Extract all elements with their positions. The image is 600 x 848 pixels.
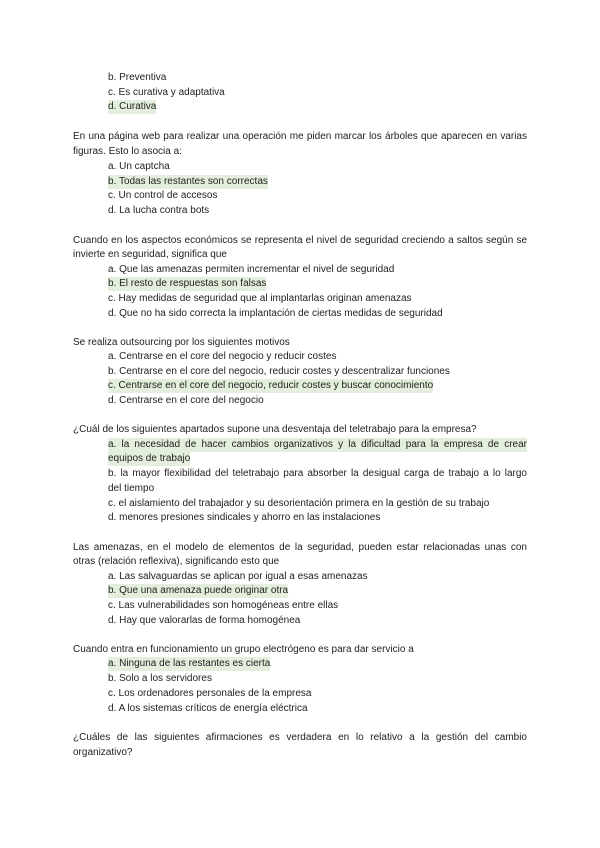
- option-text: a. Un captcha: [108, 161, 170, 172]
- correct-option-highlight: b. Todas las restantes son correctas: [108, 176, 268, 187]
- option-text: d. menores presiones sindicales y ahorro en las instalaciones: [108, 512, 381, 523]
- correct-option-highlight: b. El resto de respuestas son falsas: [108, 278, 267, 289]
- correct-option-highlight: d. Curativa: [108, 101, 157, 112]
- option-text: d. Centrarse en el core del negocio: [108, 395, 264, 406]
- option-text: c. Las vulnerabilidades son homogéneas entre ellas: [108, 600, 339, 611]
- option-text: c. el aislamiento del trabajador y su desorientación primera en la gestión de su trabajo: [108, 498, 490, 509]
- option-text: d. A los sistemas críticos de energía eléctrica: [108, 703, 308, 714]
- question-text: En una página web para realizar una operación me piden marcar los árboles que aparecen en varias: [73, 131, 527, 142]
- question-text: ¿Cuáles de las siguientes afirmaciones es verdadera en lo relativo a la gestión del cambio: [73, 732, 527, 743]
- option-text: a. Centrarse en el core del negocio y reducir costes: [108, 351, 337, 362]
- question-text: Se realiza outsourcing por los siguientes motivos: [73, 337, 290, 348]
- option-text: b. Centrarse en el core del negocio, reducir costes y descentralizar funciones: [108, 366, 450, 377]
- question-text: invierte en seguridad, significa que: [73, 249, 227, 260]
- option-text: d. La lucha contra bots: [108, 205, 210, 216]
- question-text: Cuando entra en funcionamiento un grupo electrógeno es para dar servicio a: [73, 644, 414, 655]
- question-text: otras (relación reflexiva), significando esto que: [73, 556, 280, 567]
- option-text: b. Preventiva: [108, 72, 167, 83]
- option-text: c. Es curativa y adaptativa: [108, 87, 225, 98]
- correct-option-highlight: a. la necesidad de hacer cambios organizativos y la dificultad para la empresa de crear: [108, 439, 527, 450]
- option-text: c. Hay medidas de seguridad que al implantarlas originan amenazas: [108, 293, 412, 304]
- question-text: Cuando en los aspectos económicos se representa el nivel de seguridad creciendo a saltos según se: [73, 235, 527, 246]
- question-text: Las amenazas, en el modelo de elementos de la seguridad, pueden estar relacionadas unas con: [73, 542, 527, 553]
- correct-option-highlight: equipos de trabajo: [108, 453, 191, 464]
- option-text: del tiempo: [108, 483, 155, 494]
- question-text: organizativo?: [73, 747, 133, 758]
- correct-option-highlight: a. Ninguna de las restantes es cierta: [108, 658, 271, 669]
- option-text: c. Los ordenadores personales de la empresa: [108, 688, 312, 699]
- correct-option-highlight: c. Centrarse en el core del negocio, reducir costes y buscar conocimiento: [108, 380, 434, 391]
- option-text: a. Que las amenazas permiten incrementar el nivel de seguridad: [108, 264, 395, 275]
- option-text: c. Un control de accesos: [108, 190, 218, 201]
- option-text: b. Solo a los servidores: [108, 673, 212, 684]
- correct-option-highlight: b. Que una amenaza puede originar otra: [108, 585, 289, 596]
- option-text: d. Que no ha sido correcta la implantación de ciertas medidas de seguridad: [108, 308, 443, 319]
- question-text: figuras. Esto lo asocia a:: [73, 146, 182, 157]
- option-text: a. Las salvaguardas se aplican por igual a esas amenazas: [108, 571, 368, 582]
- option-text: b. la mayor flexibilidad del teletrabajo para absorber la desigual carga de trabajo a lo largo: [108, 468, 527, 479]
- option-text: d. Hay que valorarlas de forma homogénea: [108, 615, 301, 626]
- question-text: ¿Cuál de los siguientes apartados supone una desventaja del teletrabajo para la empresa?: [73, 424, 477, 435]
